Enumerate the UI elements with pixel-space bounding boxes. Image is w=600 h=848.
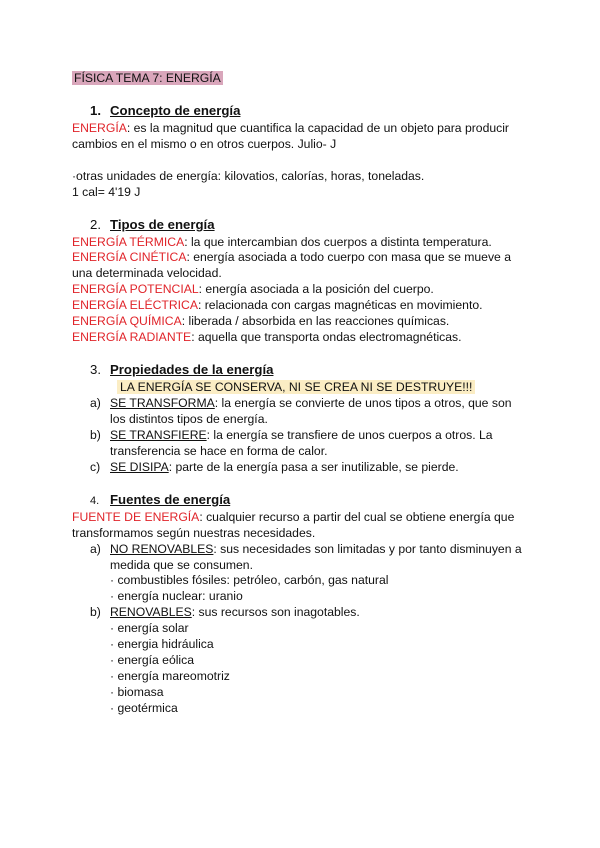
list-item: · geotérmica xyxy=(110,701,178,715)
property-transform-cont: los distintos tipos de energía. xyxy=(110,412,268,426)
section-4-heading: 4. Fuentes de energía xyxy=(90,492,231,507)
energy-type-item: ENERGÍA CINÉTICA: energía asociada a todo cuerpo con masa que se mueve a xyxy=(72,250,511,264)
energy-type-item: ENERGÍA ELÉCTRICA: relacionada con cargas magnéticas en movimiento. xyxy=(72,298,483,312)
energy-definition-line-1: ENERGÍA: es la magnitud que cuantifica la capacidad de un objeto para producir xyxy=(72,121,509,135)
energy-type-item: ENERGÍA TÉRMICA: la que intercambian dos cuerpos a distinta temperatura. xyxy=(72,235,492,249)
section-1-heading: 1. Concepto de energía xyxy=(90,103,241,118)
list-item: · energía eólica xyxy=(110,653,195,667)
property-transfer-cont: transferencia se hace en forma de calor. xyxy=(110,444,328,458)
energy-type-item: ENERGÍA QUÍMICA: liberada / absorbida en las reacciones químicas. xyxy=(72,314,450,328)
calorie-conversion: 1 cal= 4'19 J xyxy=(72,185,141,199)
list-item: · energía solar xyxy=(110,621,189,635)
list-item: · biomasa xyxy=(110,685,164,699)
property-dissipate: c) SE DISIPA: parte de la energía pasa a ser inutilizable, se pierde. xyxy=(90,460,459,474)
energy-type-item: ENERGÍA POTENCIAL: energía asociada a la posición del cuerpo. xyxy=(72,282,434,296)
energy-definition-line-2: cambios en el mismo o en otros cuerpos. Julio- J xyxy=(72,137,337,151)
list-item: · energía nuclear: uranio xyxy=(110,589,243,603)
energy-units-line: ·otras unidades de energía: kilovatios, calorías, horas, toneladas. xyxy=(72,169,425,183)
document-title xyxy=(72,71,223,86)
list-item: · combustibles fósiles: petróleo, carbón, gas natural xyxy=(110,573,389,587)
title-highlight: FÍSICA TEMA 7: ENERGÍA xyxy=(74,71,221,85)
list-item: · energia hidráulica xyxy=(110,637,214,651)
energy-source-definition-line-1: FUENTE DE ENERGÍA: cualquier recurso a partir del cual se obtiene energía que xyxy=(72,510,515,524)
energy-type-item: una determinada velocidad. xyxy=(72,266,222,280)
non-renewables-line-1: a) NO RENOVABLES: sus necesidades son limitadas y por tanto disminuyen a xyxy=(90,542,522,556)
conservation-highlight: LA ENERGÍA SE CONSERVA, NI SE CREA NI SE DESTRUYE!!! xyxy=(117,380,475,395)
term-fuente-de-energia: FUENTE DE ENERGÍA xyxy=(72,510,200,524)
property-transform: a) SE TRANSFORMA: la energía se convierte de unos tipos a otros, que son xyxy=(90,396,512,410)
energy-type-item: ENERGÍA RADIANTE: aquella que transporta ondas electromagnéticas. xyxy=(72,330,462,344)
section-3-heading: 3. Propiedades de la energía xyxy=(90,362,274,377)
section-2-heading: 2. Tipos de energía xyxy=(90,217,215,232)
energy-source-definition-line-2: transformamos según nuestras necesidades. xyxy=(72,526,316,540)
term-energia: ENERGÍA xyxy=(72,121,127,135)
renewables-line: b) RENOVABLES: sus recursos son inagotables. xyxy=(90,605,360,619)
property-transfer: b) SE TRANSFIERE: la energía se transfiere de unos cuerpos a otros. La xyxy=(90,428,493,442)
non-renewables-line-2: medida que se consumen. xyxy=(110,558,253,572)
list-item: · energía mareomotriz xyxy=(110,669,230,683)
